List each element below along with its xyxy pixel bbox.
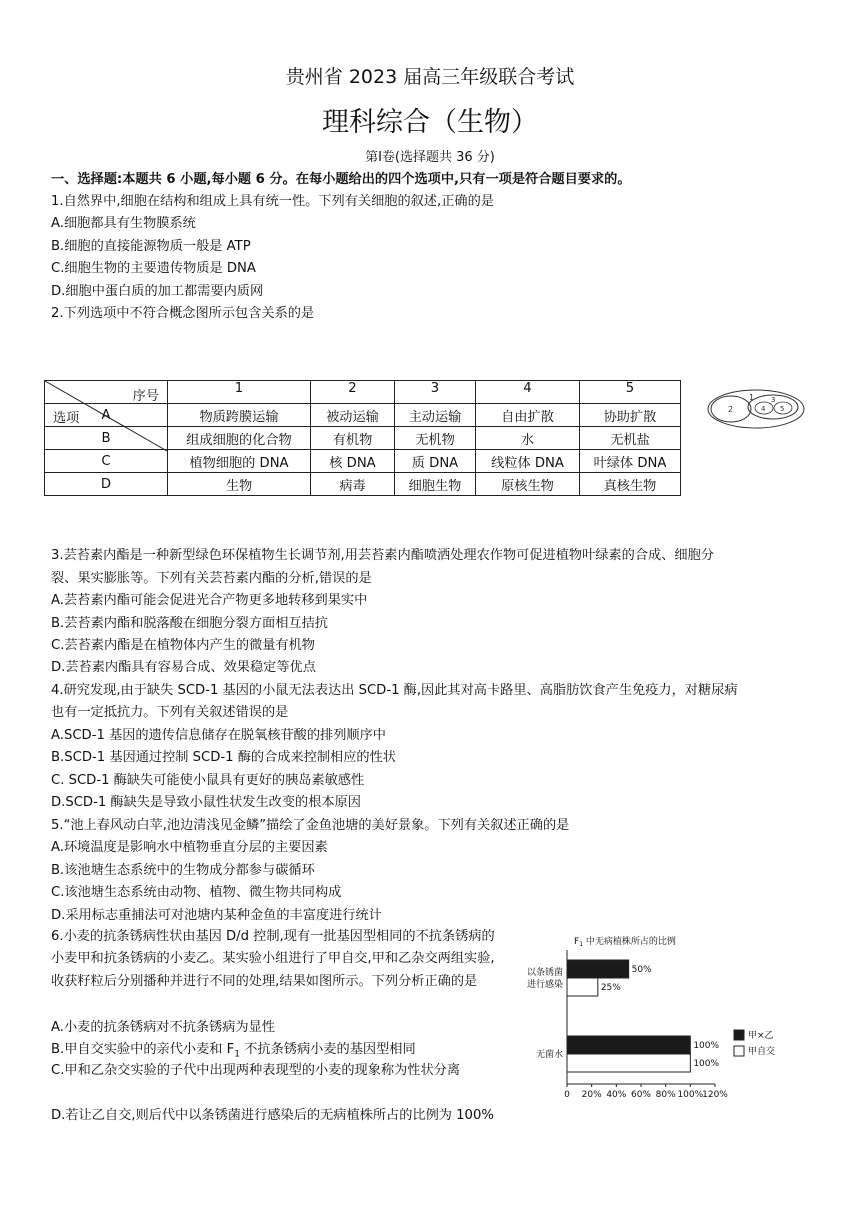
label-4: 4: [761, 405, 766, 413]
row-label: D: [45, 473, 168, 496]
q3-option-d: D.芸苔素内酯具有容易合成、效果稳定等优点: [51, 660, 316, 675]
q1-option-b: B.细胞的直接能源物质一般是 ATP: [51, 239, 251, 254]
q1-option-c: C.细胞生物的主要遗传物质是 DNA: [51, 261, 256, 276]
table-cell: 病毒: [311, 473, 395, 496]
q1-option-a: A.细胞都具有生物膜系统: [51, 216, 196, 231]
bar-value-label: 100%: [693, 1041, 720, 1051]
table-cell: 线粒体 DNA: [476, 450, 580, 473]
table-cell: 被动运输: [311, 404, 395, 427]
table-cell: 真核生物: [580, 473, 681, 496]
q4-option-d: D.SCD-1 酶缺失是导致小鼠性状发生改变的根本原因: [51, 795, 361, 810]
q6-option-b-text: B.甲自交实验中的亲代小麦和 F: [51, 1042, 235, 1057]
legend-label: 甲×乙: [748, 1031, 774, 1041]
table-corner-cell: [45, 381, 168, 426]
x-tick-label: 0: [564, 1090, 570, 1100]
table-row: [45, 473, 681, 496]
legend-label: 甲自交: [748, 1047, 776, 1057]
x-tick-label: 40%: [606, 1090, 627, 1100]
q1-option-d: D.细胞中蛋白质的加工都需要内质网: [51, 284, 264, 299]
legend-swatch: [734, 1030, 744, 1040]
category-label: 以条锈菌: [526, 968, 563, 978]
row-label: A: [45, 404, 168, 427]
row-label: C: [45, 450, 168, 473]
q6-option-b-text-end: 不抗条锈病小麦的基因型相同: [240, 1042, 416, 1057]
q6-option-d: D.若让乙自交,则后代中以条锈菌进行感染后的无病植株所占的比例为 100%: [51, 1108, 494, 1123]
table-cell: 主动运输: [395, 404, 476, 427]
q5-stem: 5.“池上春风动白苹,池边清浅见金鳞”描绘了金鱼池塘的美好景象。下列有关叙述正确的是: [51, 818, 570, 833]
bar-cross: [567, 960, 629, 978]
table-cell: 植物细胞的 DNA: [168, 450, 311, 473]
col-header-2: 2: [311, 381, 395, 404]
label-2: 2: [728, 405, 734, 414]
table-cell: 协助扩散: [580, 404, 681, 427]
table-cell: 生物: [168, 473, 311, 496]
table-cell: 无机物: [395, 427, 476, 450]
section-instructions: 一、选择题:本题共 6 小题,每小题 6 分。在每小题给出的四个选项中,只有一项是符合题目要求的。: [51, 172, 631, 187]
q4-option-a: A.SCD-1 基因的遗传信息储存在脱氧核苷酸的排列顺序中: [51, 728, 386, 743]
concept-diagram: [702, 384, 814, 436]
label-3: 3: [771, 396, 776, 404]
exam-title: 贵州省 2023 届高三年级联合考试: [285, 66, 575, 88]
col-header-3: 3: [395, 381, 476, 404]
table-cell: 叶绿体 DNA: [580, 450, 681, 473]
category-label: 进行感染: [526, 980, 563, 990]
label-5: 5: [780, 405, 785, 413]
table-cell: 无机盐: [580, 427, 681, 450]
subject-title: 理科综合（生物）: [322, 107, 538, 138]
q5-option-b: B.该池塘生态系统中的生物成分都参与碳循环: [51, 863, 315, 878]
q4-option-b: B.SCD-1 基因通过控制 SCD-1 酶的合成来控制相应的性状: [51, 750, 396, 765]
q5-option-c: C.该池塘生态系统由动物、植物、微生物共同构成: [51, 885, 342, 900]
volume-title: 第Ⅰ卷(选择题共 36 分): [365, 150, 495, 165]
col-header-1: 1: [168, 381, 311, 404]
table-cell: 质 DNA: [395, 450, 476, 473]
q6-bar-chart: [510, 934, 776, 1106]
q2-stem: 2.下列选项中不符合概念图所示包含关系的是: [51, 306, 315, 321]
q1-stem: 1.自然界中,细胞在结构和组成上具有统一性。下列有关细胞的叙述,正确的是: [51, 194, 494, 209]
chart-title: $F_1$ 中无病植株所占的比例: [574, 937, 676, 948]
bar-cross: [567, 1036, 690, 1054]
category-label: 无菌水: [535, 1050, 563, 1060]
bar-value-label: 50%: [631, 965, 652, 975]
q3-option-b: B.芸苔素内酯和脱落酸在细胞分裂方面相互拮抗: [51, 616, 328, 631]
ellipse-1: [708, 390, 804, 428]
q6-stem: 6.小麦的抗条锈病性状由基因 D/d 控制,现有一批基因型相同的不抗条锈病的小麦甲和抗条锈病的小麦乙。某实验小组进行了甲自交,甲和乙杂交两组实验,收获籽粒后分别播种并进行不同的处理,结果如图所示。下列分析正确的是: [51, 929, 495, 989]
bar-self: [567, 1054, 690, 1072]
table-cell: 水: [476, 427, 580, 450]
q3-stem-line1: 3.芸苔素内酯是一种新型绿色环保植物生长调节剂,用芸苔素内酯喷洒处理农作物可促进植物叶绿素的合成、细胞分: [51, 548, 714, 563]
chart-plot-area: [527, 950, 775, 1100]
q3-option-a: A.芸苔素内酯可能会促进光合产物更多地转移到果实中: [51, 593, 368, 608]
corner-top-label: 序号: [132, 389, 159, 404]
bar-value-label: 100%: [693, 1059, 720, 1069]
label-1: 1: [749, 393, 755, 402]
corner-bottom-label: 选项: [53, 411, 80, 426]
q5-option-a: A.环境温度是影响水中植物垂直分层的主要因素: [51, 840, 328, 855]
x-tick-label: 100%: [677, 1090, 704, 1100]
x-tick-label: 20%: [581, 1090, 602, 1100]
x-tick-label: 120%: [702, 1090, 728, 1100]
legend-swatch: [734, 1046, 744, 1056]
bar-self: [567, 978, 598, 996]
q4-stem-line2: 也有一定抵抗力。下列有关叙述错误的是: [51, 705, 289, 720]
table-cell: 自由扩散: [476, 404, 580, 427]
table-cell: 核 DNA: [311, 450, 395, 473]
table-cell: 组成细胞的化合物: [168, 427, 311, 450]
col-header-4: 4: [476, 381, 580, 404]
q6-option-a: A.小麦的抗条锈病对不抗条锈病为显性: [51, 1020, 275, 1035]
q6-option-b: [51, 1038, 416, 1060]
q3-stem-line2: 裂、果实膨胀等。下列有关芸苔素内酯的分析,错误的是: [51, 571, 372, 586]
table-cell: 原核生物: [476, 473, 580, 496]
q6-option-c: C.甲和乙杂交实验的子代中出现两种表现型的小麦的现象称为性状分离: [51, 1063, 461, 1078]
table-cell: 物质跨膜运输: [168, 404, 311, 427]
table-header-row: [45, 381, 681, 404]
col-header-5: 5: [580, 381, 681, 404]
q3-option-c: C.芸苔素内酯是在植物体内产生的微量有机物: [51, 638, 315, 653]
q5-option-d: D.采用标志重捕法可对池塘内某种金鱼的丰富度进行统计: [51, 908, 382, 923]
x-tick-label: 60%: [630, 1090, 652, 1100]
row-label: B: [45, 427, 168, 450]
x-tick-label: 80%: [655, 1090, 676, 1100]
q2-options-table: [44, 380, 681, 496]
bar-value-label: 25%: [600, 983, 621, 993]
q4-stem-line1: 4.研究发现,由于缺失 SCD-1 基因的小鼠无法表达出 SCD-1 酶,因此其对高卡路里、高脂肪饮食产生免疫力，对糖尿病: [51, 683, 738, 698]
table-cell: 有机物: [311, 427, 395, 450]
table-cell: 细胞生物: [395, 473, 476, 496]
q6-option-b-subscript: 1: [234, 1049, 240, 1060]
q4-option-c: C. SCD-1 酶缺失可能使小鼠具有更好的胰岛素敏感性: [51, 773, 365, 788]
table-row: [45, 450, 681, 473]
